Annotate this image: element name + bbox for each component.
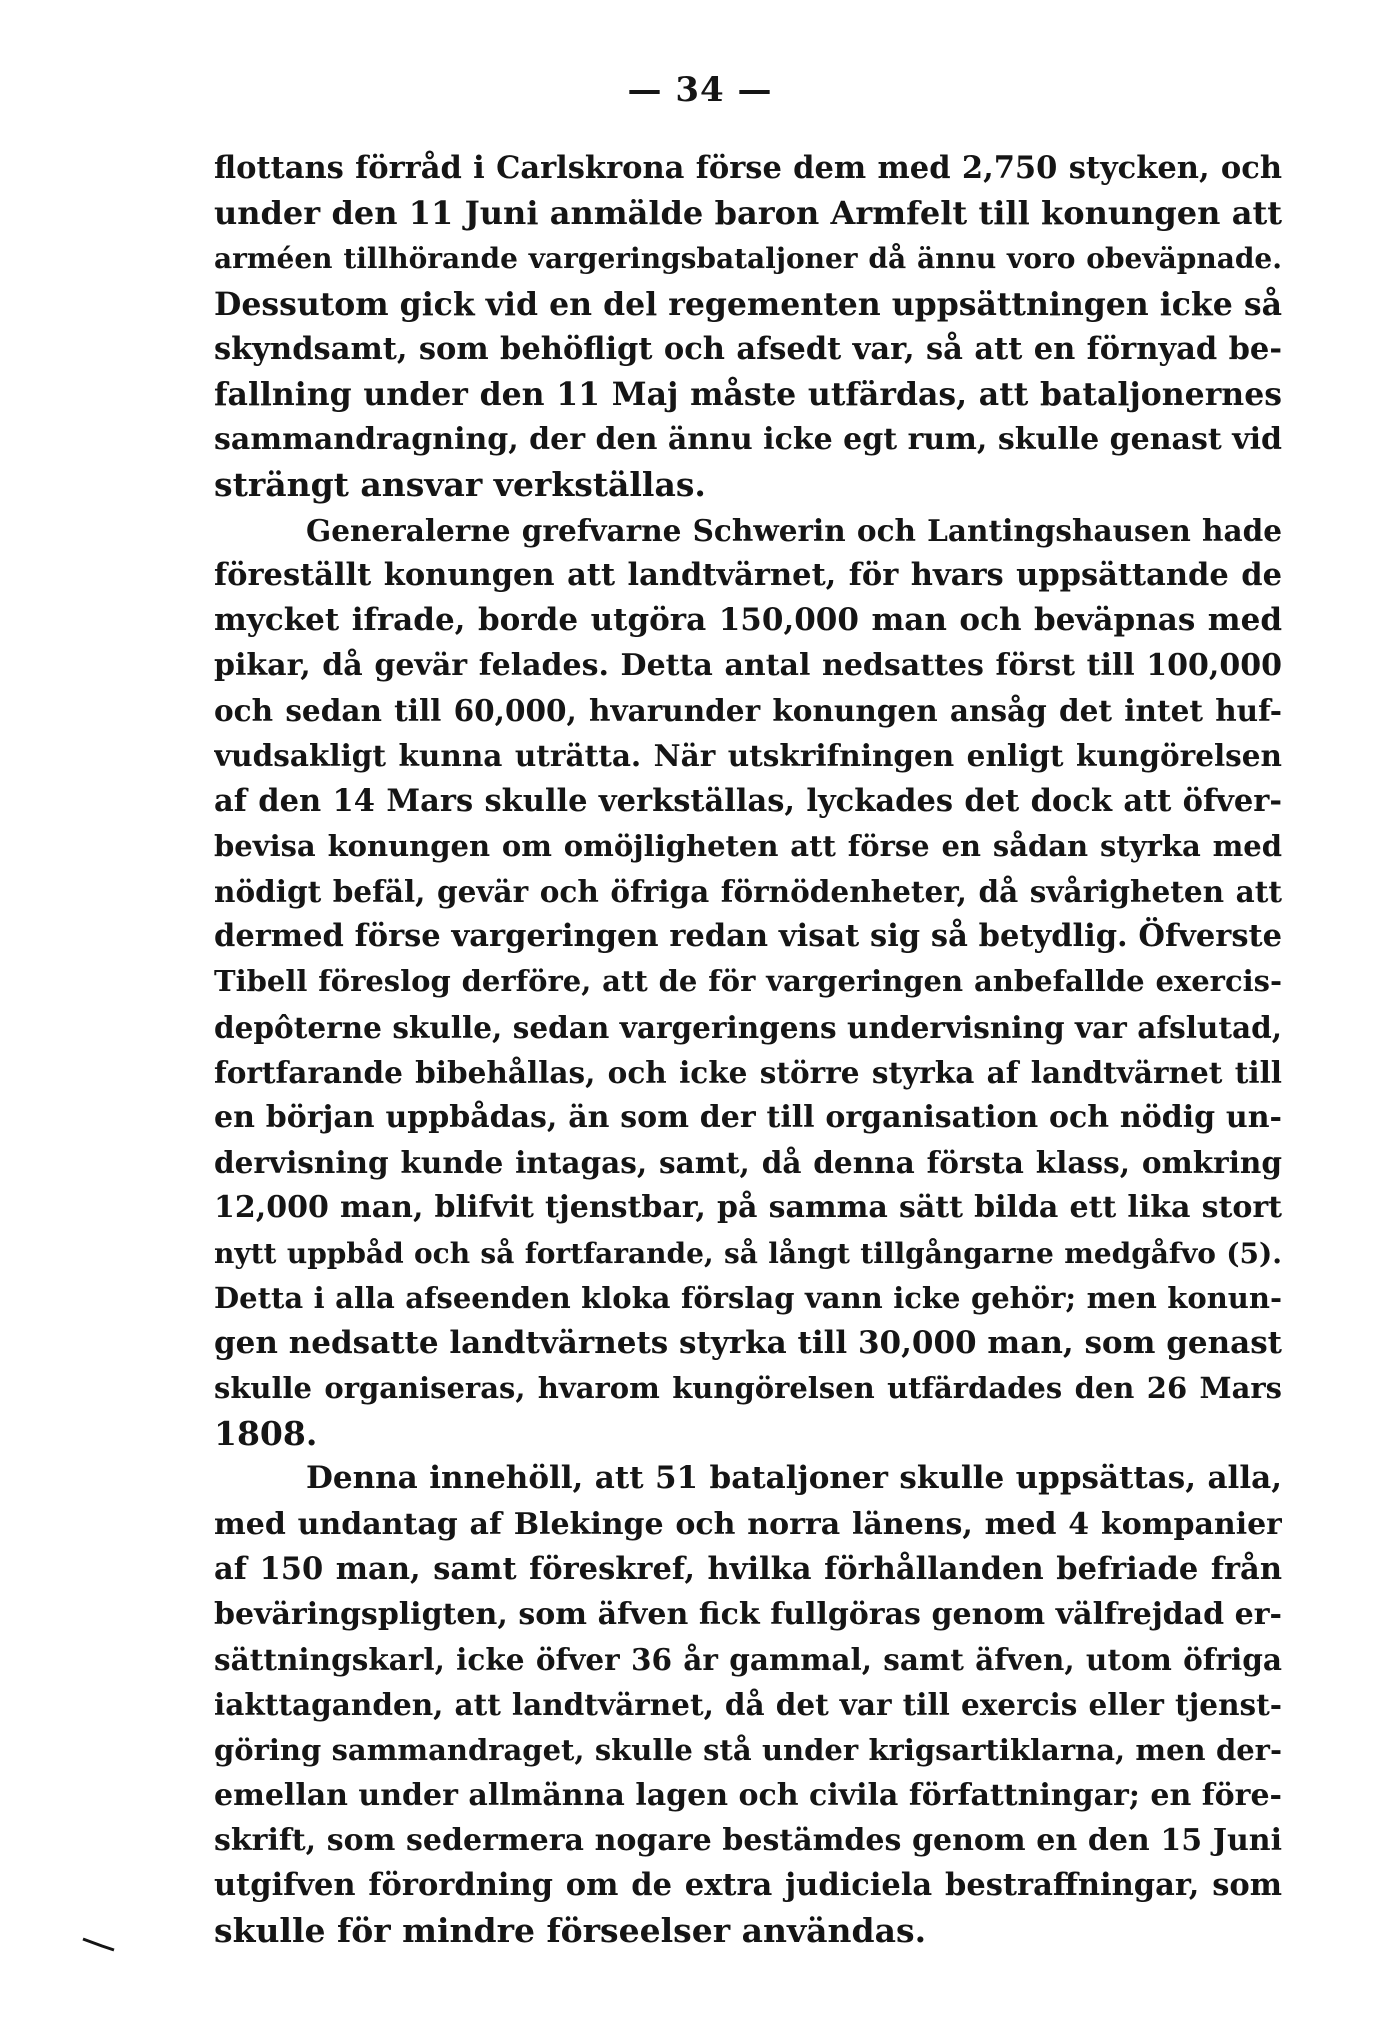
text-line: pikar, då gevär felades. Detta antal nedsattes först till 100,000 [214,648,1282,684]
text-line: emellan under allmänna lagen och civila författningar; en före- [214,1777,1282,1813]
text-line: nödigt befäl, gevär och öfriga förnödenheter, då svårigheten att [214,874,1282,909]
text-line: af den 14 Mars skulle verkställas, lyckades det dock att öfver- [214,782,1282,819]
text-line: dermed förse vargeringen redan visat sig så betydlig. Öfverste [214,918,1282,955]
text-line: sättningskarl, icke öfver 36 år gammal, samt äfven, utom öfriga [214,1642,1282,1678]
text-line: Detta i alla afseenden kloka förslag vann icke gehör; men konun- [214,1280,1282,1315]
text-line: nytt uppbåd och så fortfarande, så långt tillgångarne medgåfvo (5). [214,1236,1282,1270]
text-line: skulle för mindre förseelser användas. [214,1911,927,1951]
text-line: fortfarande bibehållas, och icke större styrka af landtvärnet till [214,1054,1282,1090]
text-line: arméen tillhörande vargeringsbataljoner då ännu voro obeväpnade. [214,242,1282,276]
page-number: — 34 — [627,70,773,110]
body-text [214,146,1282,1954]
text-line: 1808. [214,1414,318,1454]
text-line: utgifven förordning om de extra judiciela bestraffningar, som [214,1867,1282,1904]
text-line: skyndsamt, som behöfligt och afsedt var, så att en förnyad be- [214,330,1282,367]
text-line: gen nedsatte landtvärnets styrka till 30,000 man, som genast [214,1324,1282,1361]
text-line: flottans förråd i Carlskrona förse dem med 2,750 stycken, och [214,150,1282,186]
text-line: Generalerne grefvarne Schwerin och Lantingshausen hade [306,512,1282,548]
text-line: beväringspligten, som äfven fick fullgöras genom välfrejdad er- [214,1597,1282,1632]
text-line: 12,000 man, blifvit tjenstbar, på samma sätt bilda ett lika stort [214,1190,1282,1226]
text-line: strängt ansvar verkställas. [214,465,706,505]
text-line: sammandragning, der den ännu icke egt rum, skulle genast vid [214,422,1282,458]
text-line: skulle organiseras, hvarom kungörelsen utfärdades den 26 Mars [214,1371,1282,1406]
text-line: bevisa konungen om omöjligheten att förse en sådan styrka med [214,828,1282,863]
text-line: göring sammandraget, skulle stå under krigsartiklarna, men der- [214,1732,1282,1767]
text-line: med undantag af Blekinge och norra länens, med 4 kompanier [214,1506,1282,1542]
stray-ink-mark [82,1937,116,1953]
text-line: Dessutom gick vid en del regementen uppsättningen icke så [214,285,1282,323]
text-line: Tibell föreslog derföre, att de för vargeringen anbefallde exercis- [214,964,1282,999]
text-line: af 150 man, samt föreskref, hvilka förhållanden befriade från [214,1550,1282,1587]
text-line: mycket ifrade, borde utgöra 150,000 man och beväpnas med [214,601,1282,638]
text-line: vudsakligt kunna uträtta. När utskrifningen enligt kungörelsen [214,738,1282,774]
text-line: skrift, som sedermera nogare bestämdes genom en den 15 Juni [214,1822,1282,1858]
text-line: under den 11 Juni anmälde baron Armfelt till konungen att [214,194,1282,233]
text-line: depôterne skulle, sedan vargeringens undervisning var afslutad, [214,1009,1282,1045]
text-line: iakttaganden, att landtvärnet, då det var till exercis eller tjenst- [214,1687,1282,1723]
text-line: Denna innehöll, att 51 bataljoner skulle uppsättas, alla, [306,1460,1282,1497]
text-line: dervisning kunde intagas, samt, då denna första klass, omkring [214,1145,1282,1181]
text-line: fallning under den 11 Maj måste utfärdas, att bataljonernes [214,375,1282,413]
text-line: föreställt konungen att landtvärnet, för hvars uppsättande de [214,556,1282,593]
text-line: en början uppbådas, än som der till organisation och nödig un- [214,1099,1282,1135]
text-line: och sedan till 60,000, hvarunder konungen ansåg det intet huf- [214,693,1282,729]
